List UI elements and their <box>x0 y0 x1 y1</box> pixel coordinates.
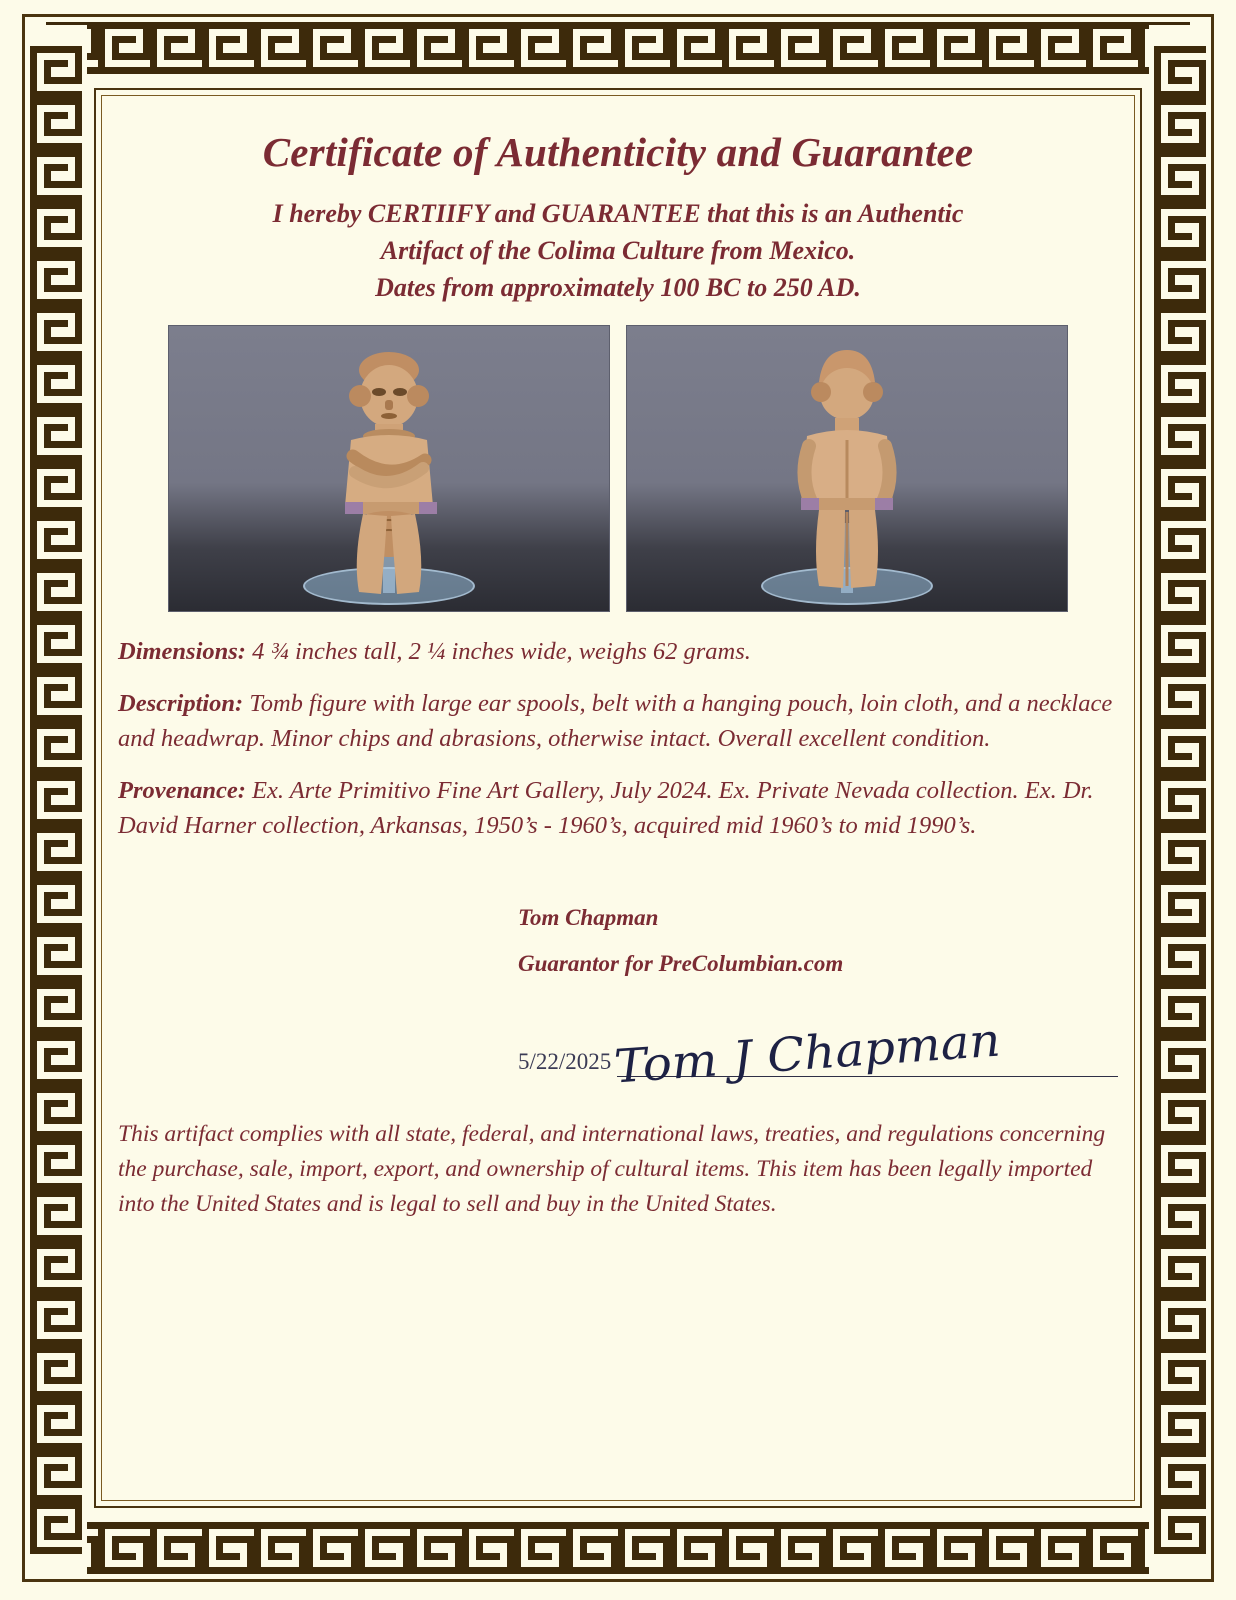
greek-key-unit <box>358 22 410 74</box>
greek-key-unit <box>1154 722 1206 774</box>
greek-key-unit <box>930 22 982 74</box>
greek-key-unit <box>30 1242 82 1294</box>
greek-key-unit <box>358 1522 410 1574</box>
greek-key-unit <box>670 22 722 74</box>
greek-key-unit <box>30 1398 82 1450</box>
signature-date: 5/22/2025 <box>518 1048 612 1074</box>
greek-key-unit <box>30 1294 82 1346</box>
greek-key-unit <box>1154 878 1206 930</box>
greek-key-unit <box>722 22 774 74</box>
greek-key-unit <box>930 1522 982 1574</box>
greek-key-unit <box>982 1522 1034 1574</box>
greek-key-unit <box>30 722 82 774</box>
greek-key-unit <box>566 22 618 74</box>
greek-key-unit <box>618 1522 670 1574</box>
greek-key-unit <box>254 1522 306 1574</box>
greek-key-unit <box>30 826 82 878</box>
greek-key-unit <box>30 1138 82 1190</box>
greek-key-unit <box>30 1502 82 1554</box>
greek-key-unit <box>774 1522 826 1574</box>
greek-key-unit <box>1154 670 1206 722</box>
artifact-photo-gallery <box>118 325 1118 612</box>
greek-key-unit <box>1086 22 1138 74</box>
greek-key-unit <box>826 22 878 74</box>
greek-key-unit <box>1154 1242 1206 1294</box>
signer-block <box>118 895 1118 987</box>
greek-key-unit <box>1154 566 1206 618</box>
greek-key-unit <box>150 22 202 74</box>
greek-key-unit <box>30 1346 82 1398</box>
greek-key-unit <box>982 22 1034 74</box>
field-description-value: Tomb figure with large ear spools, belt with a hanging pouch, loin cloth, and a necklace and headwrap. Minor chips and abrasions, otherwise intact. Overall excellent condition. <box>118 689 1113 752</box>
greek-key-unit <box>1154 306 1206 358</box>
greek-key-unit <box>30 878 82 930</box>
greek-key-unit <box>98 22 150 74</box>
greek-key-unit <box>1154 358 1206 410</box>
greek-key-unit <box>30 46 82 98</box>
greek-key-unit <box>1154 618 1206 670</box>
certification-line-3: Dates from approximately 100 BC to 250 AD. <box>375 272 861 302</box>
greek-key-unit <box>1154 1086 1206 1138</box>
figurine-back-illustration <box>747 342 947 602</box>
greek-key-unit <box>30 410 82 462</box>
artifact-photo-front <box>168 325 610 612</box>
greek-key-unit <box>618 22 670 74</box>
greek-key-unit <box>774 22 826 74</box>
certificate-content <box>118 110 1118 1490</box>
greek-key-unit <box>1154 98 1206 150</box>
field-dimensions <box>118 634 1118 669</box>
greek-key-unit <box>1154 1138 1206 1190</box>
greek-key-unit <box>30 462 82 514</box>
greek-key-unit <box>30 1086 82 1138</box>
greek-key-unit <box>1154 254 1206 306</box>
greek-key-unit <box>1154 46 1206 98</box>
greek-key-unit <box>306 22 358 74</box>
greek-key-border-left <box>25 25 87 1575</box>
greek-key-unit <box>878 1522 930 1574</box>
field-dimensions-label: Dimensions: <box>118 637 246 665</box>
greek-key-unit <box>1154 982 1206 1034</box>
greek-key-unit <box>1154 150 1206 202</box>
handwritten-signature: Tom J Chapman <box>612 1012 1003 1094</box>
page-title: Certificate of Authenticity and Guarantee <box>262 129 974 175</box>
greek-key-unit <box>30 930 82 982</box>
greek-key-border-top <box>25 17 1211 79</box>
greek-key-unit <box>30 98 82 150</box>
greek-key-unit <box>202 1522 254 1574</box>
greek-key-unit <box>1154 826 1206 878</box>
greek-key-unit <box>1154 1502 1206 1554</box>
greek-key-unit <box>826 1522 878 1574</box>
field-dimensions-value: 4 ¾ inches tall, 2 ¼ inches wide, weighs 62 grams. <box>245 637 751 665</box>
certification-line-2: Artifact of the Colima Culture from Mexico. <box>380 235 856 265</box>
greek-key-unit <box>1154 1398 1206 1450</box>
greek-key-unit <box>1086 1522 1138 1574</box>
greek-key-border-bottom <box>25 1517 1211 1579</box>
greek-key-unit <box>1154 514 1206 566</box>
greek-key-unit <box>670 1522 722 1574</box>
greek-key-unit <box>1154 1294 1206 1346</box>
greek-key-unit <box>722 1522 774 1574</box>
greek-key-unit <box>30 254 82 306</box>
greek-key-unit <box>1154 1190 1206 1242</box>
greek-key-unit <box>1154 410 1206 462</box>
greek-key-unit <box>878 22 930 74</box>
greek-key-unit <box>462 1522 514 1574</box>
greek-key-unit <box>1034 22 1086 74</box>
signer-role: Guarantor for PreColumbian.com <box>518 950 844 976</box>
greek-key-unit <box>202 22 254 74</box>
field-description-label: Description: <box>118 689 244 717</box>
certification-line-1: I hereby CERTIIFY and GUARANTEE that this is an Authentic <box>272 199 964 228</box>
greek-key-unit <box>30 566 82 618</box>
greek-key-unit <box>30 202 82 254</box>
greek-key-unit <box>1034 1522 1086 1574</box>
greek-key-unit <box>30 306 82 358</box>
greek-key-unit <box>1154 1450 1206 1502</box>
greek-key-unit <box>254 22 306 74</box>
greek-key-unit <box>1154 202 1206 254</box>
greek-key-unit <box>30 982 82 1034</box>
greek-key-unit <box>150 1522 202 1574</box>
field-description <box>118 686 1118 756</box>
field-provenance-value: Ex. Arte Primitivo Fine Art Gallery, July 2024. Ex. Private Nevada collection. Ex. Dr. David Harner collection, Arkansas, 1950’s - 1960’s, acquired mid 1960’s to mid 1990’s. <box>118 776 1094 839</box>
artifact-photo-back <box>626 325 1068 612</box>
greek-key-unit <box>30 774 82 826</box>
greek-key-unit <box>30 618 82 670</box>
figurine-front-illustration <box>289 344 489 604</box>
greek-key-unit <box>30 358 82 410</box>
greek-key-unit <box>98 1522 150 1574</box>
greek-key-unit <box>1154 462 1206 514</box>
field-provenance <box>118 773 1118 843</box>
greek-key-border-right <box>1149 25 1211 1575</box>
greek-key-unit <box>1154 774 1206 826</box>
greek-key-unit <box>30 670 82 722</box>
greek-key-unit <box>566 1522 618 1574</box>
greek-key-unit <box>410 22 462 74</box>
greek-key-unit <box>1154 1034 1206 1086</box>
signature-row <box>118 1012 1118 1094</box>
legal-disclaimer: This artifact complies with all state, federal, and international laws, treaties, and regulations concerning the purchase, sale, import, export, and ownership of cultural items. This item has been legally imported into the United States and is legal to sell and buy in the United States. <box>118 1120 1106 1218</box>
greek-key-unit <box>30 1190 82 1242</box>
greek-key-unit <box>306 1522 358 1574</box>
greek-key-unit <box>514 1522 566 1574</box>
signature-line <box>612 1012 1118 1094</box>
signer-name: Tom Chapman <box>518 904 659 930</box>
certification-statement <box>118 196 1118 307</box>
greek-key-unit <box>30 150 82 202</box>
greek-key-unit <box>30 1034 82 1086</box>
greek-key-unit <box>462 22 514 74</box>
greek-key-unit <box>1154 930 1206 982</box>
greek-key-unit <box>30 1450 82 1502</box>
greek-key-unit <box>30 514 82 566</box>
greek-key-unit <box>1154 1346 1206 1398</box>
field-provenance-label: Provenance: <box>118 776 246 804</box>
greek-key-unit <box>410 1522 462 1574</box>
greek-key-unit <box>514 22 566 74</box>
